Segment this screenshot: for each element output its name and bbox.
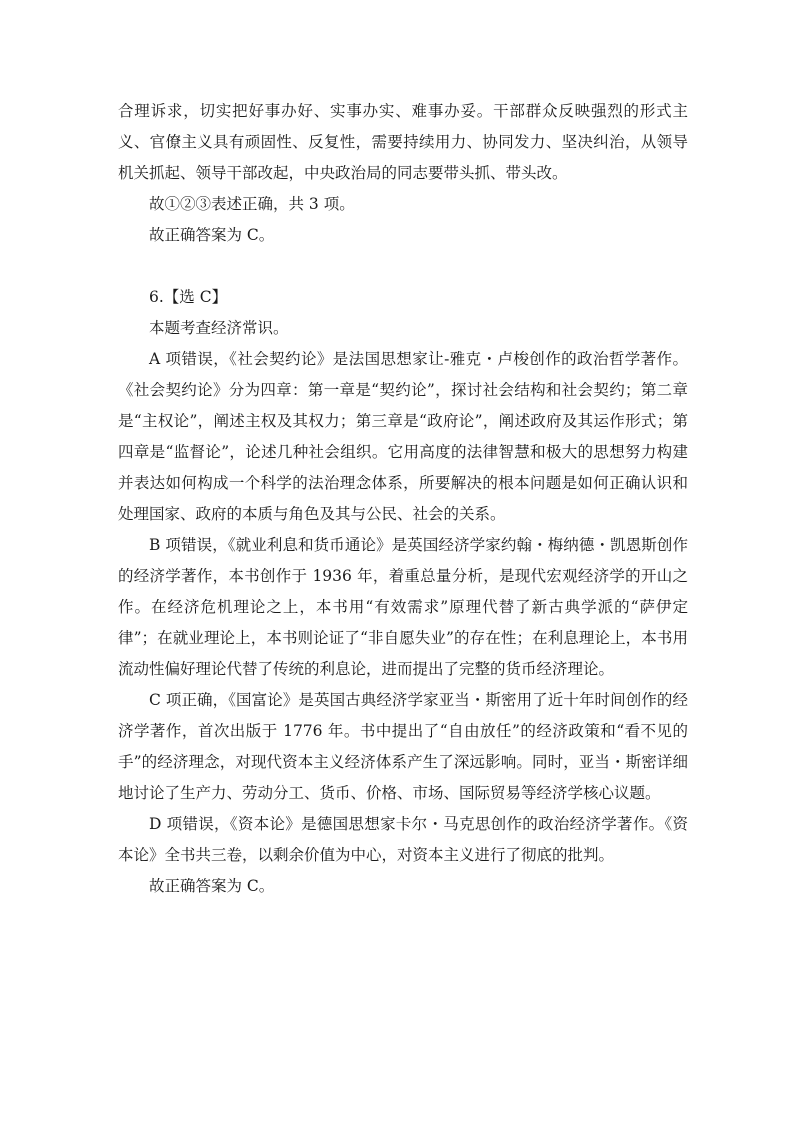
option-b-explanation: B 项错误，《就业利息和货币通论》是英国经济学家约翰・梅纳德・凯恩斯创作的经济学著作，本书创作于 1936 年，着重总量分析，是现代宏观经济学的开山之作。在经济危机理论之上，本书用“有效需求”原理代替了新古典学派的“萨伊定律”；在就业理论上，本书则论证了“非自愿失业”的存在性；在利息理论上，本书用流动性偏好理论代替了传统的利息论，进而提出了完整的货币经济理论。 — [118, 536, 688, 678]
question-heading: 6.【选 C】 — [149, 288, 228, 306]
paragraph-summary: 故①②③表述正确，共 3 项。 — [149, 195, 355, 213]
option-c-explanation: C 项正确，《国富论》是英国古典经济学家亚当・斯密用了近十年时间创作的经济学著作，首次出版于 1776 年。书中提出了“自由放任”的经济政策和“看不见的手”的经济理念，对现代资本主义经济体系产生了深远影响。同时，亚当・斯密详细地讨论了生产力、劳动分工、货币、价格、市场、国际贸易等经济学核心议题。 — [118, 691, 688, 802]
section-spacer — [118, 251, 688, 282]
paragraph-answer: 故正确答案为 C。 — [149, 226, 275, 244]
document-page — [118, 96, 688, 902]
option-a-explanation: A 项错误，《社会契约论》是法国思想家让-雅克・卢梭创作的政治哲学著作。《社会契约论》分为四章：第一章是“契约论”，探讨社会结构和社会契约；第二章是“主权论”，阐述主权及其权力；第三章是“政府论”，阐述政府及其运作形式；第四章是“监督论”，论述几种社会组织。它用高度的法律智慧和极大的思想努力构建并表达如何构成一个科学的法治理念体系，所要解决的根本问题是如何正确认识和处理国家、政府的本质与角色及其与公民、社会的关系。 — [118, 350, 688, 523]
question-conclusion: 故正确答案为 C。 — [149, 877, 275, 895]
question-intro: 本题考查经济常识。 — [149, 319, 289, 337]
paragraph-continuation: 合理诉求，切实把好事办好、实事办实、难事办妥。干部群众反映强烈的形式主义、官僚主义具有顽固性、反复性，需要持续用力、协同发力、坚决纠治，从领导机关抓起、领导干部改起，中央政治局的同志要带头抓、带头改。 — [118, 102, 688, 182]
option-d-explanation: D 项错误，《资本论》是德国思想家卡尔・马克思创作的政治经济学著作。《资本论》全书共三卷，以剩余价值为中心，对资本主义进行了彻底的批判。 — [118, 815, 688, 864]
